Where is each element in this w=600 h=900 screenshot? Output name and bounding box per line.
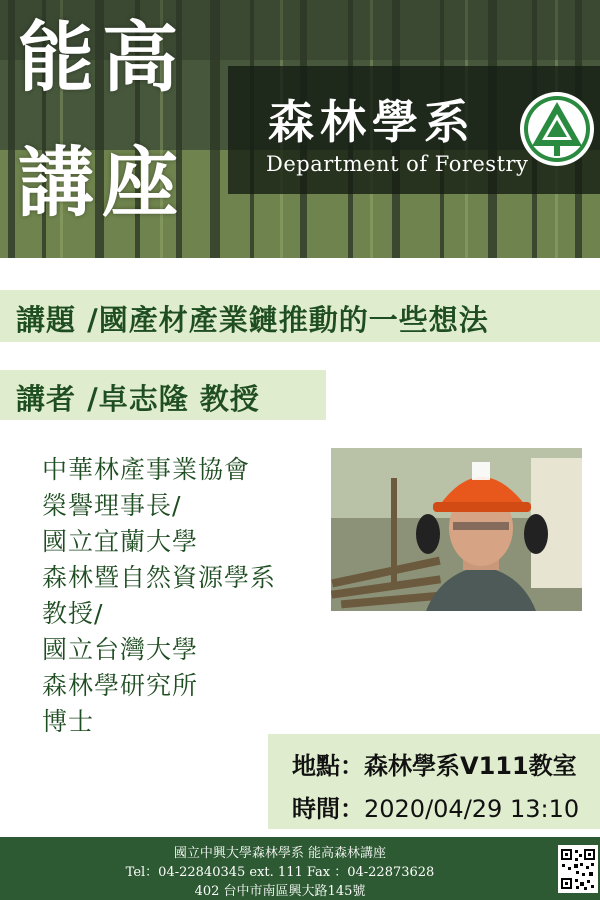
event-time <box>292 789 579 824</box>
department-name-zh: 森林學系 <box>268 95 476 149</box>
forestry-tree-logo-icon <box>518 90 596 168</box>
time-label: 時間： <box>292 795 364 823</box>
location-value: 森林學系V111教室 <box>364 752 577 780</box>
footer-contact: Tel：04-22840345 ext. 111 Fax ：04-22873628 <box>125 865 435 880</box>
footer-organizer: 國立中興大學森林學系 能高森林講座 <box>173 846 387 861</box>
credential-line: 博士 <box>42 707 95 736</box>
department-name-en: Department of Forestry <box>266 152 529 176</box>
credential-line: 教授/ <box>42 599 104 628</box>
credential-line: 中華林產事業協會 <box>42 455 251 484</box>
speaker-name: 講者 /卓志隆 教授 <box>0 370 326 420</box>
footer <box>0 837 600 900</box>
event-info-box <box>268 734 600 829</box>
event-location <box>292 746 577 781</box>
credential-line: 國立台灣大學 <box>42 635 199 664</box>
speaker-credentials <box>42 452 322 740</box>
forest-banner <box>0 0 600 258</box>
lecture-topic: 講題 /國產材產業鏈推動的一些想法 <box>0 290 600 342</box>
credential-line: 榮譽理事長/ <box>42 491 182 520</box>
footer-address: 402 台中市南區興大路145號 <box>194 884 366 899</box>
lecture-title-line1: 能高 <box>18 13 186 102</box>
speaker-photo <box>331 448 582 611</box>
location-label: 地點： <box>292 752 364 780</box>
credential-line: 國立宜蘭大學 <box>42 527 199 556</box>
credential-line: 森林暨自然資源學系 <box>42 563 277 592</box>
department-box <box>228 66 600 194</box>
lecture-title-line2: 講座 <box>18 138 186 227</box>
qr-code-icon[interactable] <box>558 845 598 893</box>
time-value: 2020/04/29 13:10 <box>364 795 580 823</box>
credential-line: 森林學研究所 <box>42 671 199 700</box>
